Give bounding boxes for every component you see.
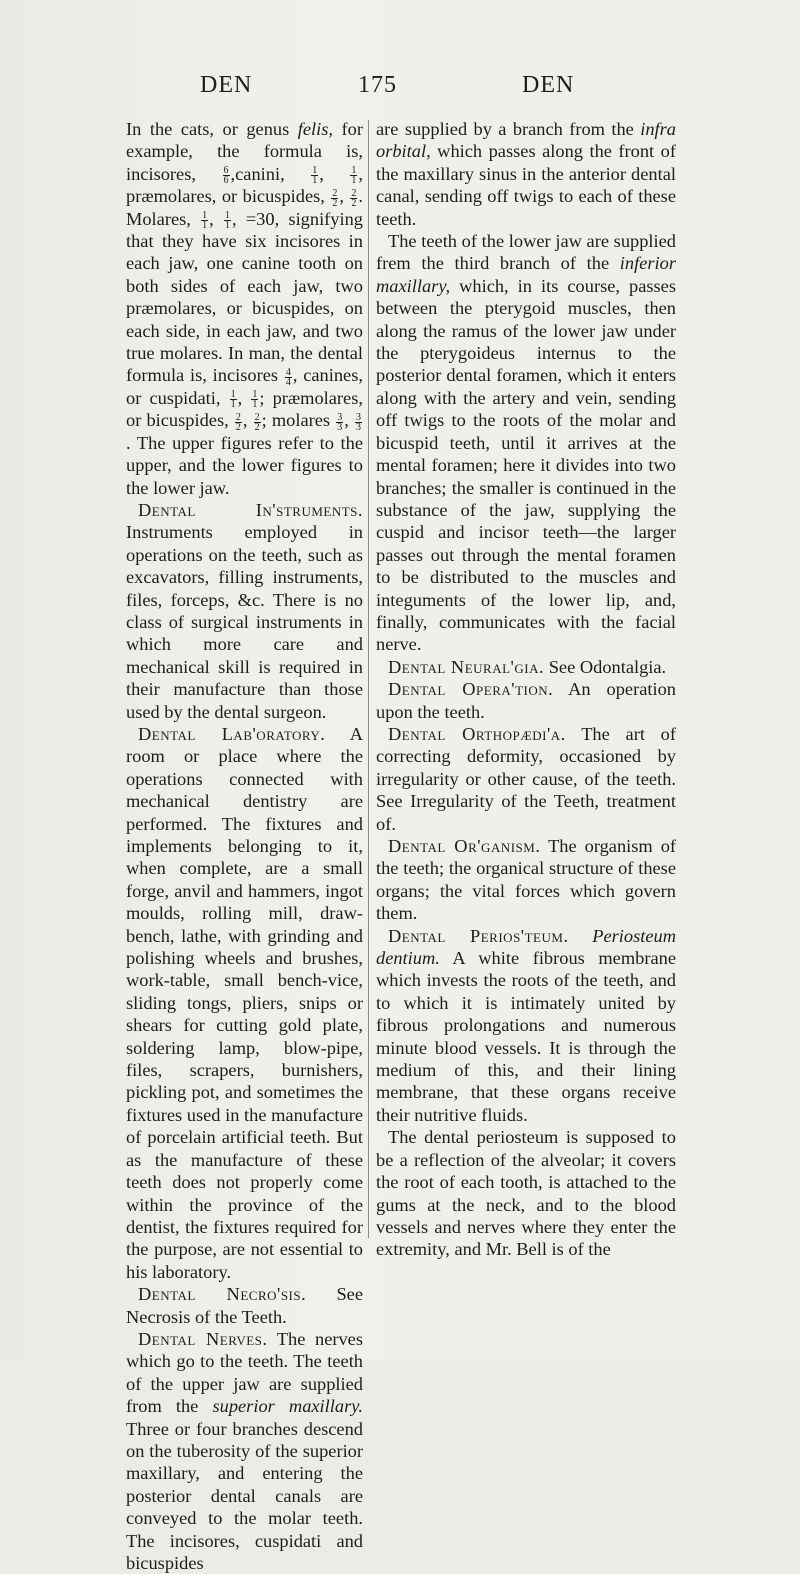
entry-headword: Dental Perios'teum. (388, 925, 569, 946)
header-right-guideword: DEN (522, 72, 575, 98)
right-column (376, 118, 676, 1261)
entry-headword: Dental Necro'sis. (138, 1284, 307, 1305)
header-left-guideword: DEN (200, 72, 253, 98)
entry-headword: Dental In'struments. (138, 499, 363, 520)
fraction: $\frac{4}{4}$ (285, 366, 291, 388)
entry-headword: Dental Or'ganism. (388, 836, 541, 856)
entry-dental-laboratory: Dental Lab'oratory. A room or place where the operations connected with mechanical dentistry are performed. The fixtures and implements belonging to it, when complete, are a small forge, anvil and hammers, ingot moulds, rolling mill, draw-bench, lathe, with grinding and polishing wheels and brushes, work-table, small bench-vice, sliding tongs, pliers, snips or shears for cutting gold plate, soldering lamp, blow-pipe, files, scrapers, burnishers, pickling pot, and sometimes the fixtures used in the manufacture of porcelain artificial teeth. But as the manufacture of these teeth does not properly come within the province of the dentist, the fixtures required for the purpose, are not essential to his laboratory. (126, 723, 363, 1282)
entry-headword: Dental Orthopædi'a. (388, 723, 566, 744)
fraction: $\frac{2}{2}$ (235, 411, 241, 433)
fraction: $\frac{1}{1}$ (230, 389, 236, 411)
entry-dental-instruments: Dental In'struments. Instruments employed in operations on the teeth, such as excavators, filling instruments, files, forceps, &c. There is no class of surgical instruments in which more care and mechanical skill is required in their manufacture than those used by the dental surgeon. (126, 499, 363, 722)
fraction: $\frac{1}{1}$ (224, 209, 230, 231)
entry-dental-necrosis: Dental Necro'sis. See Necrosis of the Teeth. (126, 1284, 363, 1327)
entry-headword: Dental Neural'gia. (388, 656, 545, 677)
paragraph-dental-formula: In the cats, or genus felis, for example, the formula is, incisores, $\frac{6}{6}$ ,canini, $\frac{1}{1}$ , $\frac{1}{1}$ , præmolares, or bicuspides, $\frac{2}{2}$ , $\frac{2}{2}$ . Molares, $\frac{1}{1}$ , $\frac{1}{1}$ , =30, signifying that they have six incisores in each jaw, one canine tooth on both sides of each jaw, two præmolares, or bicuspides, on each side, in each jaw, and two true molares. In man, the dental formula is, incisores $\frac{4}{4}$ , canines, or cuspidati, $\frac{1}{1}$ , $\frac{1}{1}$ ; præmolares, or bicuspides, $\frac{2}{2}$ , $\frac{2}{2}$ ; molares $\frac{3}{3}$ , $\frac{3}{3}$ . The upper figures refer to the upper, and the lower figures to the lower jaw. (126, 119, 363, 498)
fraction: $\frac{2}{2}$ (351, 187, 357, 209)
paragraph-periosteum-continued: The dental periosteum is supposed to be a reflection of the alveolar; it covers the root of each tooth, is attached to the gums at the neck, and to the blood vessels and nerves where they enter the extremity, and Mr. Bell is of the (376, 1127, 676, 1260)
running-header (0, 72, 800, 102)
entry-headword: Dental Nerves. (138, 1328, 268, 1349)
entry-dental-nerves: Dental Nerves. The nerves which go to the teeth. The teeth of the upper jaw are supplied from the superior maxillary. Three or four branches descend on the tuberosity of the superior maxillary, and entering the posterior dental canals are conveyed to the molar teeth. The incisores, cuspidati and bicuspides (126, 1328, 363, 1573)
entry-dental-neuralgia: Dental Neural'gia. See Odontalgia. (388, 656, 667, 677)
fraction: $\frac{2}{2}$ (254, 411, 260, 433)
fraction: $\frac{1}{1}$ (312, 165, 318, 187)
paragraph-lower-jaw: The teeth of the lower jaw are supplied frem the third branch of the inferior maxillary, which, in its course, passes between the pterygoid muscles, then along the ramus of the lower jaw under the pterygoideus internus to the posterior dental foramen, which it enters along with the artery and vein, sending off twigs to the roots of the molar and bicuspid teeth, until it arrives at the mental foramen; here it divides into two branches; the smaller is continued in the substance of the jaw, supplying the cuspid and incisor teeth—the larger passes out through the mental foramen to be distributed to the muscles and integuments of the lower lip, and, finally, communicates with the facial nerve. (376, 231, 676, 655)
entry-dental-periosteum: Dental Perios'teum. Periosteum dentium. A white fibrous membrane which invests the roots of the teeth, and to which it is intimately united by fibrous prolongations and numerous minute blood vessels. It is through the medium of this, and their lining membrane, that these organs receive their nutritive fluids. (376, 925, 676, 1125)
page-number: 175 (358, 72, 397, 98)
fraction: $\frac{6}{6}$ (223, 165, 229, 187)
left-column (126, 118, 363, 1574)
paragraph-continued: are supplied by a branch from the infra orbital, which passes along the front of the maxillary sinus in the anterior dental canal, sending off twigs to each of these teeth. (376, 119, 676, 229)
entry-headword: Dental Lab'oratory. (138, 723, 326, 744)
fraction: $\frac{1}{1}$ (252, 389, 258, 411)
fraction: $\frac{2}{2}$ (332, 187, 338, 209)
entry-dental-organism: Dental Or'ganism. The organism of the teeth; the organical structure of these organs; the vital forces which govern them. (376, 836, 677, 924)
fraction: $\frac{1}{1}$ (202, 209, 208, 231)
fraction: $\frac{3}{3}$ (356, 411, 361, 433)
entry-dental-orthopaedia: Dental Orthopædi'a. The art of correcting deformity, occasioned by irregularity or other cause, of the teeth. See Irregularity of the Teeth, treatment of. (376, 723, 676, 834)
entry-headword: Dental Opera'tion. (388, 679, 554, 700)
entry-dental-operation: Dental Opera'tion. An operation upon the teeth. (376, 679, 676, 722)
fraction: $\frac{3}{3}$ (337, 411, 343, 433)
fraction: $\frac{1}{1}$ (351, 165, 357, 187)
column-divider (368, 120, 369, 1238)
